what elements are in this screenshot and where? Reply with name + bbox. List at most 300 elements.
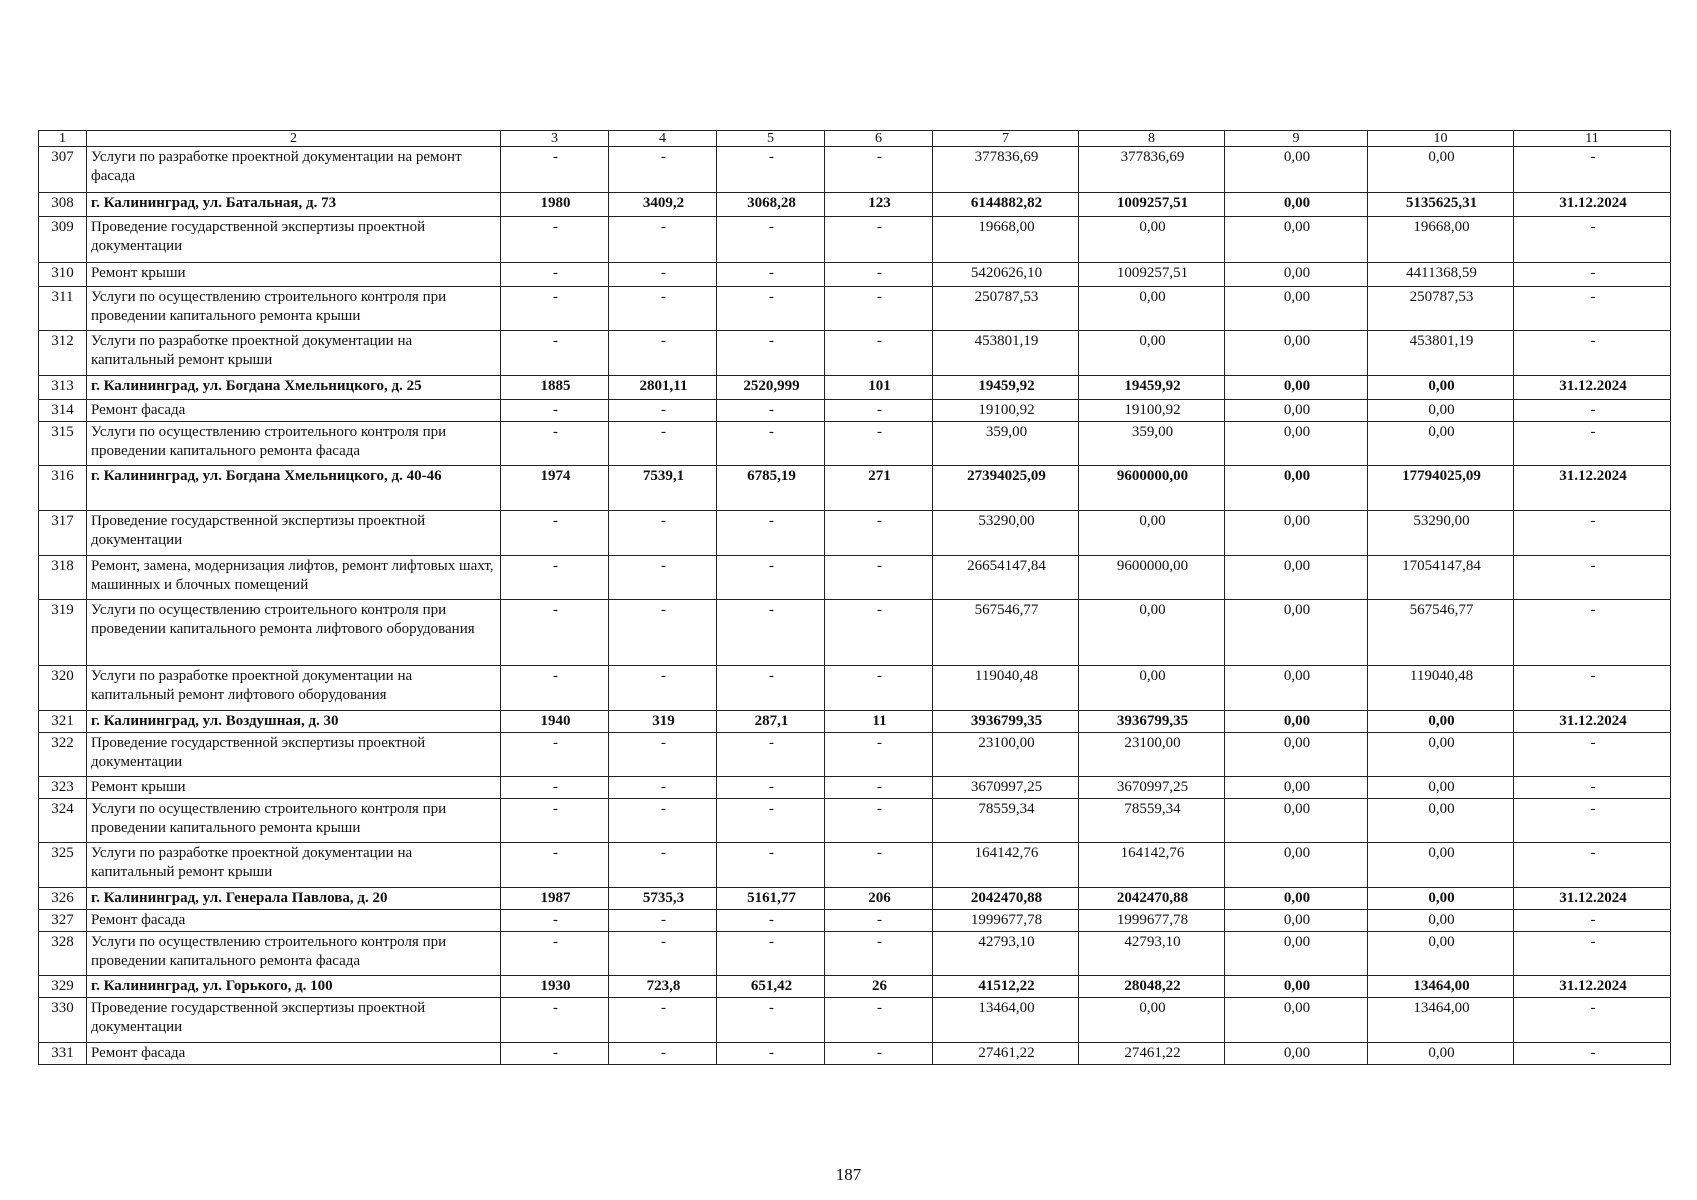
living-area-cell: - — [717, 799, 825, 843]
cost-fund-cell: 42793,10 — [1079, 932, 1225, 976]
work-row — [39, 263, 1671, 287]
cost-budget-cell: 0,00 — [1225, 400, 1368, 422]
total-area-cell: 319 — [609, 711, 717, 733]
year-cell: - — [501, 1043, 609, 1065]
year-cell: - — [501, 777, 609, 799]
column-number: 3 — [501, 131, 609, 147]
living-area-cell: - — [717, 998, 825, 1043]
year-cell: - — [501, 147, 609, 193]
deadline-cell: - — [1514, 799, 1671, 843]
cost-budget-cell: 0,00 — [1225, 843, 1368, 888]
cost-fund-cell: 0,00 — [1079, 217, 1225, 263]
deadline-cell: 31.12.2024 — [1514, 711, 1671, 733]
work-row — [39, 799, 1671, 843]
row-number-cell: 321 — [39, 711, 87, 733]
deadline-cell: - — [1514, 556, 1671, 600]
deadline-cell: - — [1514, 733, 1671, 777]
cost-owners-cell: 0,00 — [1368, 932, 1514, 976]
cost-budget-cell: 0,00 — [1225, 193, 1368, 217]
cost-total-cell: 19100,92 — [933, 400, 1079, 422]
cost-total-cell: 26654147,84 — [933, 556, 1079, 600]
cost-total-cell: 78559,34 — [933, 799, 1079, 843]
column-number: 2 — [87, 131, 501, 147]
cost-owners-cell: 0,00 — [1368, 799, 1514, 843]
column-number: 7 — [933, 131, 1079, 147]
living-area-cell: 5161,77 — [717, 888, 825, 910]
row-number-cell: 309 — [39, 217, 87, 263]
column-number: 5 — [717, 131, 825, 147]
work-row — [39, 666, 1671, 711]
residents-cell: 123 — [825, 193, 933, 217]
residents-cell: - — [825, 422, 933, 466]
deadline-cell: 31.12.2024 — [1514, 888, 1671, 910]
total-area-cell: - — [609, 556, 717, 600]
total-area-cell: - — [609, 843, 717, 888]
residents-cell: - — [825, 287, 933, 331]
cost-budget-cell: 0,00 — [1225, 910, 1368, 932]
row-number-cell: 324 — [39, 799, 87, 843]
cost-budget-cell: 0,00 — [1225, 711, 1368, 733]
cost-owners-cell: 13464,00 — [1368, 976, 1514, 998]
cost-fund-cell: 9600000,00 — [1079, 556, 1225, 600]
year-cell: - — [501, 556, 609, 600]
residents-cell: - — [825, 998, 933, 1043]
cost-fund-cell: 28048,22 — [1079, 976, 1225, 998]
work-row — [39, 1043, 1671, 1065]
row-number-cell: 322 — [39, 733, 87, 777]
living-area-cell: - — [717, 263, 825, 287]
column-number: 6 — [825, 131, 933, 147]
living-area-cell: - — [717, 287, 825, 331]
deadline-cell: 31.12.2024 — [1514, 976, 1671, 998]
residents-cell: - — [825, 217, 933, 263]
work-row — [39, 600, 1671, 666]
cost-owners-cell: 17054147,84 — [1368, 556, 1514, 600]
address-row — [39, 376, 1671, 400]
cost-fund-cell: 0,00 — [1079, 511, 1225, 556]
deadline-cell: - — [1514, 932, 1671, 976]
year-cell: - — [501, 799, 609, 843]
residents-cell: - — [825, 843, 933, 888]
year-cell: - — [501, 932, 609, 976]
residents-cell: - — [825, 147, 933, 193]
work-row — [39, 998, 1671, 1043]
living-area-cell: - — [717, 147, 825, 193]
living-area-cell: - — [717, 932, 825, 976]
work-row — [39, 217, 1671, 263]
work-name-cell: Услуги по осуществлению строительного контроля при проведении капитального ремонта фасада — [87, 422, 501, 466]
cost-fund-cell: 3670997,25 — [1079, 777, 1225, 799]
column-number-row — [39, 131, 1671, 147]
work-name-cell: Услуги по разработке проектной документации на капитальный ремонт лифтового оборудования — [87, 666, 501, 711]
work-name-cell: г. Калининград, ул. Горького, д. 100 — [87, 976, 501, 998]
year-cell: 1940 — [501, 711, 609, 733]
column-number: 10 — [1368, 131, 1514, 147]
work-name-cell: Ремонт крыши — [87, 263, 501, 287]
row-number-cell: 311 — [39, 287, 87, 331]
cost-budget-cell: 0,00 — [1225, 888, 1368, 910]
work-name-cell: г. Калининград, ул. Богдана Хмельницкого, д. 25 — [87, 376, 501, 400]
work-name-cell: Ремонт крыши — [87, 777, 501, 799]
address-row — [39, 976, 1671, 998]
cost-fund-cell: 0,00 — [1079, 331, 1225, 376]
deadline-cell: 31.12.2024 — [1514, 466, 1671, 511]
work-name-cell: Проведение государственной экспертизы проектной документации — [87, 998, 501, 1043]
deadline-cell: - — [1514, 1043, 1671, 1065]
living-area-cell: 3068,28 — [717, 193, 825, 217]
work-name-cell: Услуги по осуществлению строительного контроля при проведении капитального ремонта лифтового оборудования — [87, 600, 501, 666]
cost-fund-cell: 27461,22 — [1079, 1043, 1225, 1065]
column-number: 1 — [39, 131, 87, 147]
total-area-cell: - — [609, 910, 717, 932]
total-area-cell: 2801,11 — [609, 376, 717, 400]
deadline-cell: - — [1514, 400, 1671, 422]
work-row — [39, 910, 1671, 932]
total-area-cell: - — [609, 666, 717, 711]
address-row — [39, 711, 1671, 733]
cost-total-cell: 41512,22 — [933, 976, 1079, 998]
cost-fund-cell: 1009257,51 — [1079, 193, 1225, 217]
living-area-cell: 287,1 — [717, 711, 825, 733]
cost-fund-cell: 78559,34 — [1079, 799, 1225, 843]
cost-total-cell: 27461,22 — [933, 1043, 1079, 1065]
address-row — [39, 193, 1671, 217]
cost-budget-cell: 0,00 — [1225, 556, 1368, 600]
cost-budget-cell: 0,00 — [1225, 777, 1368, 799]
living-area-cell: - — [717, 511, 825, 556]
work-row — [39, 777, 1671, 799]
residents-cell: - — [825, 600, 933, 666]
deadline-cell: - — [1514, 511, 1671, 556]
cost-budget-cell: 0,00 — [1225, 976, 1368, 998]
residents-cell: - — [825, 932, 933, 976]
deadline-cell: - — [1514, 147, 1671, 193]
year-cell: - — [501, 400, 609, 422]
work-row — [39, 331, 1671, 376]
total-area-cell: - — [609, 600, 717, 666]
cost-total-cell: 119040,48 — [933, 666, 1079, 711]
total-area-cell: 3409,2 — [609, 193, 717, 217]
cost-total-cell: 1999677,78 — [933, 910, 1079, 932]
work-name-cell: Услуги по осуществлению строительного контроля при проведении капитального ремонта крыши — [87, 287, 501, 331]
row-number-cell: 316 — [39, 466, 87, 511]
work-name-cell: Ремонт фасада — [87, 400, 501, 422]
cost-total-cell: 42793,10 — [933, 932, 1079, 976]
cost-fund-cell: 0,00 — [1079, 998, 1225, 1043]
work-row — [39, 400, 1671, 422]
year-cell: - — [501, 910, 609, 932]
total-area-cell: - — [609, 777, 717, 799]
page-number: 187 — [835, 1165, 862, 1184]
work-name-cell: Ремонт фасада — [87, 910, 501, 932]
total-area-cell: - — [609, 799, 717, 843]
cost-fund-cell: 1999677,78 — [1079, 910, 1225, 932]
work-name-cell: Проведение государственной экспертизы проектной документации — [87, 733, 501, 777]
year-cell: - — [501, 733, 609, 777]
residents-cell: - — [825, 1043, 933, 1065]
column-number: 9 — [1225, 131, 1368, 147]
living-area-cell: - — [717, 422, 825, 466]
work-name-cell: Ремонт фасада — [87, 1043, 501, 1065]
residents-cell: - — [825, 799, 933, 843]
year-cell: 1974 — [501, 466, 609, 511]
cost-budget-cell: 0,00 — [1225, 600, 1368, 666]
cost-budget-cell: 0,00 — [1225, 466, 1368, 511]
year-cell: - — [501, 998, 609, 1043]
cost-budget-cell: 0,00 — [1225, 799, 1368, 843]
deadline-cell: - — [1514, 263, 1671, 287]
year-cell: - — [501, 263, 609, 287]
cost-owners-cell: 17794025,09 — [1368, 466, 1514, 511]
total-area-cell: - — [609, 932, 717, 976]
residents-cell: - — [825, 400, 933, 422]
living-area-cell: 651,42 — [717, 976, 825, 998]
living-area-cell: - — [717, 556, 825, 600]
residents-cell: 11 — [825, 711, 933, 733]
residents-cell: - — [825, 666, 933, 711]
deadline-cell: 31.12.2024 — [1514, 376, 1671, 400]
total-area-cell: - — [609, 511, 717, 556]
work-name-cell: Услуги по разработке проектной документации на капитальный ремонт крыши — [87, 843, 501, 888]
column-number: 4 — [609, 131, 717, 147]
register-sheet — [38, 130, 1670, 1065]
cost-total-cell: 6144882,82 — [933, 193, 1079, 217]
living-area-cell: - — [717, 733, 825, 777]
residents-cell: - — [825, 556, 933, 600]
residents-cell: - — [825, 511, 933, 556]
cost-budget-cell: 0,00 — [1225, 217, 1368, 263]
cost-budget-cell: 0,00 — [1225, 263, 1368, 287]
cost-owners-cell: 0,00 — [1368, 888, 1514, 910]
cost-fund-cell: 19459,92 — [1079, 376, 1225, 400]
cost-budget-cell: 0,00 — [1225, 511, 1368, 556]
cost-total-cell: 5420626,10 — [933, 263, 1079, 287]
cost-total-cell: 53290,00 — [933, 511, 1079, 556]
cost-total-cell: 2042470,88 — [933, 888, 1079, 910]
row-number-cell: 326 — [39, 888, 87, 910]
cost-owners-cell: 0,00 — [1368, 777, 1514, 799]
cost-owners-cell: 0,00 — [1368, 147, 1514, 193]
residents-cell: 206 — [825, 888, 933, 910]
row-number-cell: 312 — [39, 331, 87, 376]
work-name-cell: Услуги по осуществлению строительного контроля при проведении капитального ремонта фасада — [87, 932, 501, 976]
year-cell: - — [501, 511, 609, 556]
total-area-cell: - — [609, 331, 717, 376]
cost-total-cell: 19459,92 — [933, 376, 1079, 400]
cost-total-cell: 19668,00 — [933, 217, 1079, 263]
work-name-cell: г. Калининград, ул. Генерала Павлова, д. 20 — [87, 888, 501, 910]
cost-total-cell: 23100,00 — [933, 733, 1079, 777]
row-number-cell: 315 — [39, 422, 87, 466]
cost-owners-cell: 119040,48 — [1368, 666, 1514, 711]
row-number-cell: 327 — [39, 910, 87, 932]
cost-fund-cell: 164142,76 — [1079, 843, 1225, 888]
total-area-cell: - — [609, 263, 717, 287]
cost-total-cell: 3670997,25 — [933, 777, 1079, 799]
row-number-cell: 329 — [39, 976, 87, 998]
cost-total-cell: 359,00 — [933, 422, 1079, 466]
cost-budget-cell: 0,00 — [1225, 1043, 1368, 1065]
row-number-cell: 313 — [39, 376, 87, 400]
column-number: 8 — [1079, 131, 1225, 147]
row-number-cell: 317 — [39, 511, 87, 556]
year-cell: - — [501, 666, 609, 711]
cost-owners-cell: 13464,00 — [1368, 998, 1514, 1043]
row-number-cell: 319 — [39, 600, 87, 666]
cost-owners-cell: 453801,19 — [1368, 331, 1514, 376]
work-name-cell: г. Калининград, ул. Воздушная, д. 30 — [87, 711, 501, 733]
cost-budget-cell: 0,00 — [1225, 422, 1368, 466]
living-area-cell: 6785,19 — [717, 466, 825, 511]
cost-fund-cell: 0,00 — [1079, 287, 1225, 331]
cost-budget-cell: 0,00 — [1225, 998, 1368, 1043]
cost-total-cell: 164142,76 — [933, 843, 1079, 888]
residents-cell: 271 — [825, 466, 933, 511]
deadline-cell: - — [1514, 666, 1671, 711]
year-cell: - — [501, 422, 609, 466]
cost-fund-cell: 23100,00 — [1079, 733, 1225, 777]
cost-owners-cell: 567546,77 — [1368, 600, 1514, 666]
year-cell: - — [501, 217, 609, 263]
living-area-cell: - — [717, 600, 825, 666]
residents-cell: - — [825, 733, 933, 777]
total-area-cell: 7539,1 — [609, 466, 717, 511]
deadline-cell: - — [1514, 287, 1671, 331]
living-area-cell: - — [717, 1043, 825, 1065]
residents-cell: - — [825, 910, 933, 932]
row-number-cell: 328 — [39, 932, 87, 976]
deadline-cell: - — [1514, 600, 1671, 666]
living-area-cell: - — [717, 910, 825, 932]
deadline-cell: 31.12.2024 — [1514, 193, 1671, 217]
row-number-cell: 310 — [39, 263, 87, 287]
work-row — [39, 422, 1671, 466]
cost-owners-cell: 0,00 — [1368, 400, 1514, 422]
residents-cell: - — [825, 263, 933, 287]
living-area-cell: 2520,999 — [717, 376, 825, 400]
year-cell: 1885 — [501, 376, 609, 400]
row-number-cell: 318 — [39, 556, 87, 600]
total-area-cell: - — [609, 422, 717, 466]
living-area-cell: - — [717, 666, 825, 711]
work-name-cell: г. Калининград, ул. Батальная, д. 73 — [87, 193, 501, 217]
cost-fund-cell: 0,00 — [1079, 666, 1225, 711]
work-row — [39, 733, 1671, 777]
address-row — [39, 888, 1671, 910]
repair-plan-table — [38, 130, 1671, 1065]
cost-total-cell: 3936799,35 — [933, 711, 1079, 733]
row-number-cell: 314 — [39, 400, 87, 422]
year-cell: - — [501, 600, 609, 666]
cost-owners-cell: 5135625,31 — [1368, 193, 1514, 217]
year-cell: - — [501, 843, 609, 888]
total-area-cell: - — [609, 1043, 717, 1065]
deadline-cell: - — [1514, 331, 1671, 376]
cost-fund-cell: 19100,92 — [1079, 400, 1225, 422]
cost-budget-cell: 0,00 — [1225, 666, 1368, 711]
deadline-cell: - — [1514, 998, 1671, 1043]
row-number-cell: 330 — [39, 998, 87, 1043]
deadline-cell: - — [1514, 843, 1671, 888]
cost-total-cell: 13464,00 — [933, 998, 1079, 1043]
cost-fund-cell: 377836,69 — [1079, 147, 1225, 193]
cost-owners-cell: 0,00 — [1368, 711, 1514, 733]
cost-fund-cell: 1009257,51 — [1079, 263, 1225, 287]
cost-owners-cell: 0,00 — [1368, 1043, 1514, 1065]
total-area-cell: - — [609, 400, 717, 422]
cost-total-cell: 27394025,09 — [933, 466, 1079, 511]
work-name-cell: Услуги по разработке проектной документации на капитальный ремонт крыши — [87, 331, 501, 376]
total-area-cell: - — [609, 733, 717, 777]
row-number-cell: 323 — [39, 777, 87, 799]
year-cell: - — [501, 287, 609, 331]
column-number: 11 — [1514, 131, 1671, 147]
cost-budget-cell: 0,00 — [1225, 331, 1368, 376]
total-area-cell: - — [609, 147, 717, 193]
cost-owners-cell: 19668,00 — [1368, 217, 1514, 263]
total-area-cell: 723,8 — [609, 976, 717, 998]
cost-total-cell: 567546,77 — [933, 600, 1079, 666]
cost-total-cell: 377836,69 — [933, 147, 1079, 193]
deadline-cell: - — [1514, 422, 1671, 466]
residents-cell: 101 — [825, 376, 933, 400]
row-number-cell: 308 — [39, 193, 87, 217]
living-area-cell: - — [717, 217, 825, 263]
cost-fund-cell: 2042470,88 — [1079, 888, 1225, 910]
cost-budget-cell: 0,00 — [1225, 932, 1368, 976]
total-area-cell: - — [609, 217, 717, 263]
cost-total-cell: 250787,53 — [933, 287, 1079, 331]
deadline-cell: - — [1514, 910, 1671, 932]
work-name-cell: Услуги по осуществлению строительного контроля при проведении капитального ремонта крыши — [87, 799, 501, 843]
cost-budget-cell: 0,00 — [1225, 147, 1368, 193]
cost-owners-cell: 0,00 — [1368, 733, 1514, 777]
total-area-cell: - — [609, 287, 717, 331]
work-row — [39, 556, 1671, 600]
year-cell: 1980 — [501, 193, 609, 217]
work-row — [39, 843, 1671, 888]
work-row — [39, 511, 1671, 556]
cost-budget-cell: 0,00 — [1225, 376, 1368, 400]
work-name-cell: Услуги по разработке проектной документации на ремонт фасада — [87, 147, 501, 193]
cost-total-cell: 453801,19 — [933, 331, 1079, 376]
living-area-cell: - — [717, 331, 825, 376]
total-area-cell: 5735,3 — [609, 888, 717, 910]
cost-owners-cell: 0,00 — [1368, 910, 1514, 932]
living-area-cell: - — [717, 400, 825, 422]
work-row — [39, 932, 1671, 976]
year-cell: 1987 — [501, 888, 609, 910]
cost-owners-cell: 0,00 — [1368, 843, 1514, 888]
total-area-cell: - — [609, 998, 717, 1043]
row-number-cell: 307 — [39, 147, 87, 193]
cost-owners-cell: 53290,00 — [1368, 511, 1514, 556]
cost-budget-cell: 0,00 — [1225, 287, 1368, 331]
cost-owners-cell: 0,00 — [1368, 376, 1514, 400]
year-cell: 1930 — [501, 976, 609, 998]
deadline-cell: - — [1514, 777, 1671, 799]
work-name-cell: Проведение государственной экспертизы проектной документации — [87, 217, 501, 263]
cost-fund-cell: 9600000,00 — [1079, 466, 1225, 511]
work-row — [39, 287, 1671, 331]
cost-fund-cell: 359,00 — [1079, 422, 1225, 466]
work-name-cell: Ремонт, замена, модернизация лифтов, ремонт лифтовых шахт, машинных и блочных помещений — [87, 556, 501, 600]
residents-cell: - — [825, 331, 933, 376]
row-number-cell: 320 — [39, 666, 87, 711]
living-area-cell: - — [717, 777, 825, 799]
address-row — [39, 466, 1671, 511]
cost-fund-cell: 3936799,35 — [1079, 711, 1225, 733]
